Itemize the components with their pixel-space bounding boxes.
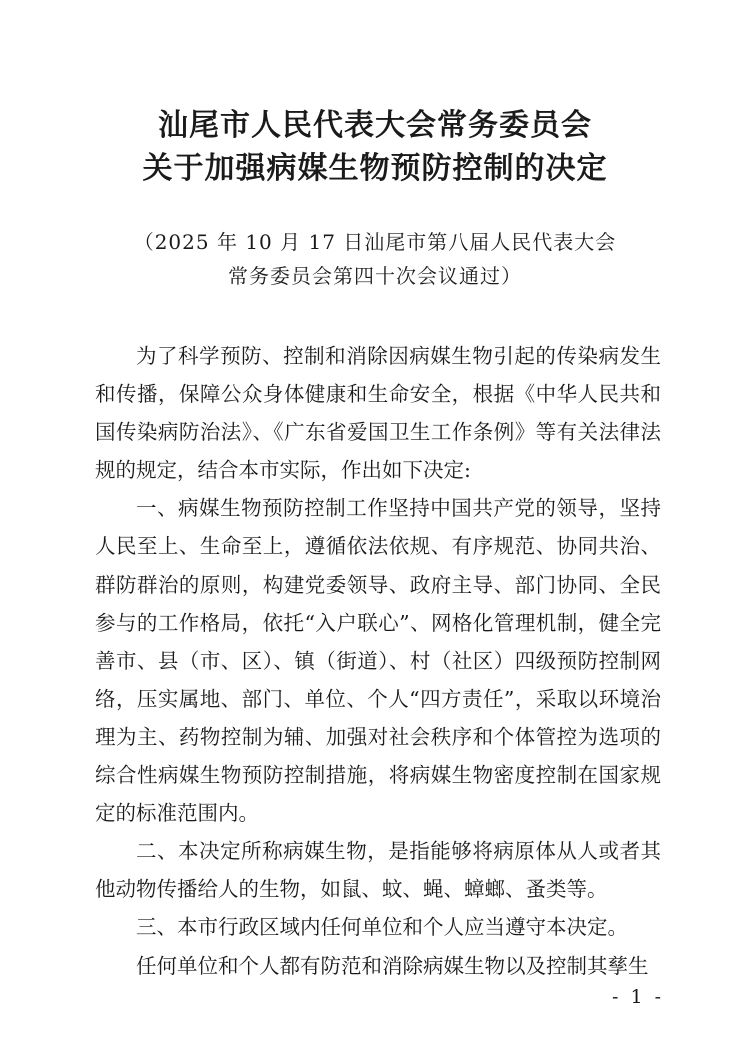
page-number: - 1 - (612, 986, 665, 1008)
adoption-note-line-2: 常务委员会第四十次会议通过） (228, 264, 522, 288)
document-title-line-2: 关于加强病媒生物预防控制的决定 (142, 151, 608, 186)
preamble-paragraph: 为了科学预防、控制和消除因病媒生物引起的传染病发生和传播，保障公众身体健康和生命安全，根据《中华人民共和国传染病防治法》、《广东省爱国卫生工作条例》等有关法律法规的规定，结合本市实际，作出如下决定: (95, 344, 661, 483)
article-3-continuation-paragraph: 任何单位和个人都有防范和消除病媒生物以及控制其孳生 (136, 953, 649, 978)
adoption-note-line-1: （2025 年 10 月 17 日汕尾市第八届人民代表大会 (133, 230, 617, 254)
article-1-paragraph: 一、病媒生物预防控制工作坚持中国共产党的领导，坚持人民至上、生命至上，遵循依法依规、有序规范、协同共治、群防群治的原则，构建党委领导、政府主导、部门协同、全民参与的工作格局，依托“入户联心”、网格化管理机制，健全完善市、县（市、区）、镇（街道）、村（社区）四级预防控制网络，压实属地、部门、单位、个人“四方责任”，采取以环境治理为主、药物控制为辅、加强对社会秩序和个体管控为选项的综合性病媒生物预防控制措施，将病媒生物密度控制在国家规定的标准范围内。 (95, 496, 661, 826)
article-2-paragraph: 二、本决定所称病媒生物，是指能够将病原体从人或者其他动物传播给人的生物，如鼠、蚊、蝇、蟑螂、蚤类等。 (95, 839, 661, 902)
document-body (95, 337, 661, 985)
document-title-line-1: 汕尾市人民代表大会常务委员会 (158, 108, 592, 143)
article-3-paragraph: 三、本市行政区域内任何单位和个人应当遵守本决定。 (136, 915, 628, 940)
